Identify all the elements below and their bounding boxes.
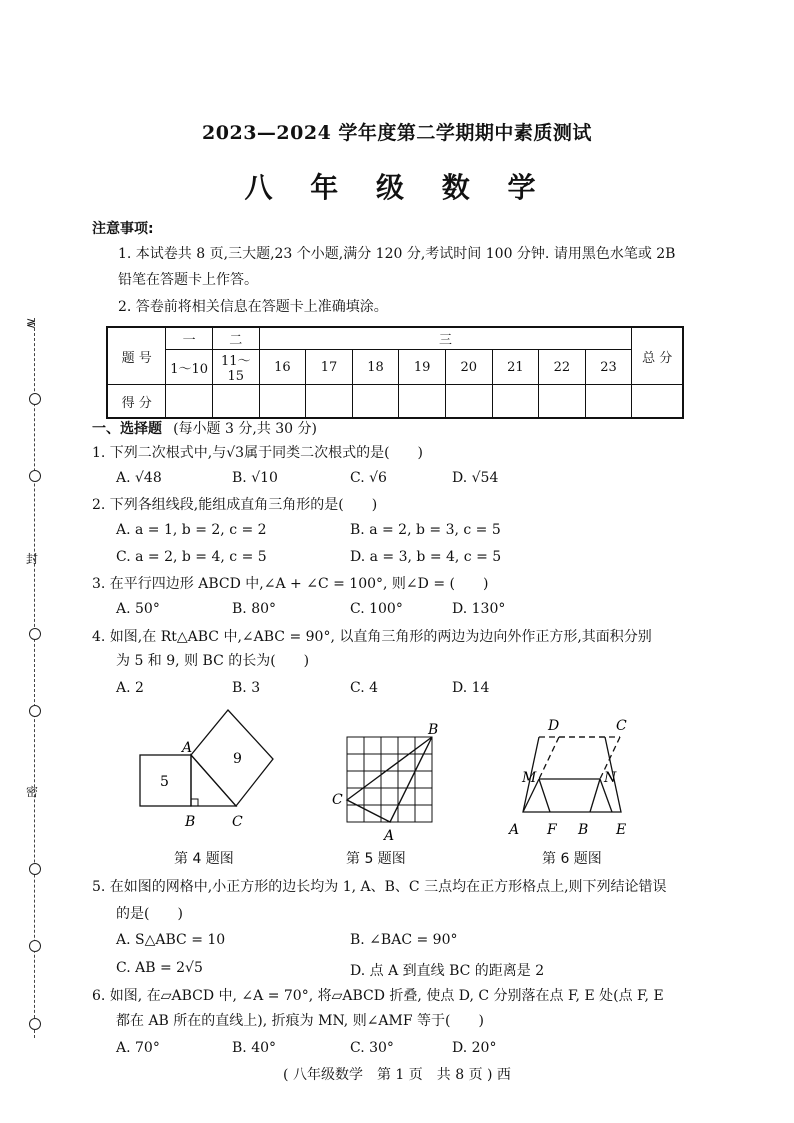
score-cell[interactable] (399, 385, 446, 419)
q2-option-d[interactable]: D. a = 3, b = 4, c = 5 (350, 549, 502, 565)
notice-item-1: 1. 本试卷共 8 页,三大题,23 个小题,满分 120 分,考试时间 100 分钟. 请用黑色水笔或 2B (118, 246, 676, 262)
score-cell[interactable] (632, 385, 683, 419)
notice-heading: 注意事项: (92, 221, 154, 237)
notice-item-1-cont: 铅笔在答题卡上作答。 (118, 272, 258, 288)
binding-hole (29, 705, 41, 717)
fig6-label-d: D (548, 718, 560, 734)
fig6-label-b: B (578, 822, 589, 838)
q-col: 16 (259, 350, 306, 385)
range-one: 1～10 (166, 350, 213, 385)
score-cell[interactable] (166, 385, 213, 419)
figure-5 (328, 718, 448, 846)
q3-option-b[interactable]: B. 80° (232, 601, 277, 617)
question-2-stem: 2. 下列各组线段,能组成直角三角形的是( ) (92, 497, 378, 513)
fig6-label-e: E (616, 822, 627, 838)
question-5-stem-cont: 的是( ) (116, 906, 183, 922)
q-col: 22 (539, 350, 586, 385)
binding-seal-char: 封 (26, 552, 39, 566)
q5-option-a[interactable]: A. S△ABC = 10 (116, 932, 226, 948)
q2-option-c[interactable]: C. a = 2, b = 4, c = 5 (116, 549, 267, 565)
row-label-score: 得 分 (107, 385, 166, 419)
q1-option-d[interactable]: D. √54 (452, 470, 499, 486)
fig4-right-angle-mark (191, 799, 198, 806)
q3-option-a[interactable]: A. 50° (116, 601, 160, 617)
section-title: 一、选择题 (92, 421, 162, 437)
range-two: 11～15 (212, 350, 259, 385)
q4-option-d[interactable]: D. 14 (452, 680, 490, 696)
fig4-area-small: 5 (160, 774, 169, 790)
q-col: 17 (306, 350, 353, 385)
fig4-label-c: C (232, 814, 243, 830)
fig6-mf (539, 779, 550, 812)
fig6-label-n: N (604, 770, 617, 786)
q3-option-d[interactable]: D. 130° (452, 601, 506, 617)
fig5-label-b: B (428, 722, 439, 738)
q3-option-c[interactable]: C. 100° (350, 601, 403, 617)
score-cell[interactable] (585, 385, 632, 419)
q-col: 23 (585, 350, 632, 385)
score-cell[interactable] (492, 385, 539, 419)
question-3-stem: 3. 在平行四边形 ABCD 中,∠A + ∠C = 100°, 则∠D = ( ) (92, 576, 489, 592)
fig6-label-a: A (509, 822, 520, 838)
fig6-label-m: M (522, 770, 537, 786)
q4-option-a[interactable]: A. 2 (116, 680, 144, 696)
score-cell[interactable] (445, 385, 492, 419)
binding-hole (29, 393, 41, 405)
page-footer: ( 八年级数学 第 1 页 共 8 页 ) 西 (283, 1067, 511, 1083)
section-note: (每小题 3 分,共 30 分) (173, 421, 317, 437)
score-cell[interactable] (212, 385, 259, 419)
fig5-label-a: A (384, 828, 395, 844)
fig4-large-square (191, 710, 273, 806)
binding-hole (29, 940, 41, 952)
fig5-label-c: C (332, 792, 343, 808)
figure-4 (130, 702, 280, 832)
binding-mark: ≷ (26, 316, 37, 330)
fig4-caption: 第 4 题图 (174, 851, 234, 867)
q5-option-c[interactable]: C. AB = 2√5 (116, 960, 203, 976)
binding-seal-char: 密 (26, 785, 39, 799)
exam-title: 2023—2024 学年度第二学期期中素质测试 (202, 122, 592, 144)
question-6-stem: 6. 如图, 在▱ABCD 中, ∠A = 70°, 将▱ABCD 折叠, 使点 D, C 分别落在点 F, E 处(点 F, E (92, 988, 664, 1004)
q1-option-c[interactable]: C. √6 (350, 470, 387, 486)
fig4-area-large: 9 (233, 751, 242, 767)
binding-dashed-line (34, 318, 35, 1038)
row-label-number: 题 号 (107, 327, 166, 385)
q6-option-d[interactable]: D. 20° (452, 1040, 497, 1056)
q-col: 18 (352, 350, 399, 385)
q5-option-d[interactable]: D. 点 A 到直线 BC 的距离是 2 (350, 963, 545, 979)
figure-6 (500, 712, 650, 842)
group-one: 一 (166, 327, 213, 350)
q6-option-b[interactable]: B. 40° (232, 1040, 277, 1056)
fig4-label-b: B (185, 814, 196, 830)
q6-option-c[interactable]: C. 30° (350, 1040, 394, 1056)
score-cell[interactable] (259, 385, 306, 419)
q6-option-a[interactable]: A. 70° (116, 1040, 160, 1056)
q-col: 19 (399, 350, 446, 385)
binding-hole (29, 628, 41, 640)
binding-hole (29, 863, 41, 875)
total-label: 总 分 (632, 327, 683, 385)
section-header (92, 418, 317, 439)
score-cell[interactable] (539, 385, 586, 419)
score-table (106, 326, 684, 419)
q-col: 20 (445, 350, 492, 385)
q4-option-b[interactable]: B. 3 (232, 680, 261, 696)
fig6-caption: 第 6 题图 (542, 851, 602, 867)
subject-title: 八 年 级 数 学 (244, 171, 550, 204)
q5-option-b[interactable]: B. ∠BAC = 90° (350, 932, 458, 948)
fig6-label-c: C (616, 718, 627, 734)
question-4-stem-cont: 为 5 和 9, 则 BC 的长为( ) (116, 653, 310, 669)
q-col: 21 (492, 350, 539, 385)
binding-hole (29, 470, 41, 482)
fig5-triangle (347, 737, 432, 822)
question-6-stem-cont: 都在 AB 所在的直线上), 折痕为 MN, 则∠AMF 等于( ) (116, 1013, 484, 1029)
notice-item-2: 2. 答卷前将相关信息在答题卡上准确填涂。 (118, 299, 388, 315)
q1-option-b[interactable]: B. √10 (232, 470, 278, 486)
fig6-nb (590, 779, 600, 812)
fig6-label-f: F (547, 822, 557, 838)
binding-hole (29, 1018, 41, 1030)
fig5-caption: 第 5 题图 (346, 851, 406, 867)
fig6-dashed-left (539, 737, 559, 779)
q2-option-b[interactable]: B. a = 2, b = 3, c = 5 (350, 522, 501, 538)
q2-option-a[interactable]: A. a = 1, b = 2, c = 2 (116, 522, 267, 538)
group-two: 二 (212, 327, 259, 350)
question-5-stem: 5. 在如图的网格中,小正方形的边长均为 1, A、B、C 三点均在正方形格点上,则下列结论错误 (92, 879, 667, 895)
question-1-stem: 1. 下列二次根式中,与√3属于同类二次根式的是( ) (92, 445, 424, 461)
score-cell[interactable] (306, 385, 353, 419)
group-three: 三 (259, 327, 632, 350)
question-4-stem: 4. 如图,在 Rt△ABC 中,∠ABC = 90°, 以直角三角形的两边为边向外作正方形,其面积分别 (92, 629, 652, 645)
q4-option-c[interactable]: C. 4 (350, 680, 379, 696)
fig5-grid (347, 737, 432, 822)
fig4-label-a: A (182, 740, 193, 756)
q1-option-a[interactable]: A. √48 (116, 470, 162, 486)
score-cell[interactable] (352, 385, 399, 419)
